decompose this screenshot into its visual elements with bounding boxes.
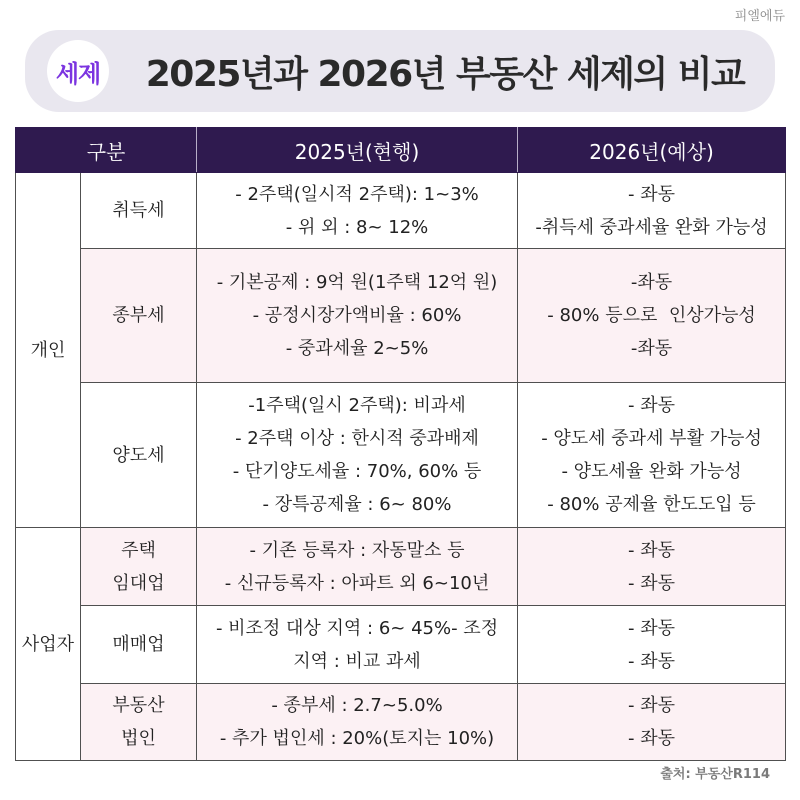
column-header-expected: 2026년(예상) [518, 128, 786, 173]
expected-cell [518, 684, 786, 761]
comparison-table [15, 127, 786, 761]
current-line: 지역 : 비교 과세 [293, 650, 421, 672]
row-label: 종부세 [112, 305, 165, 326]
current-line: - 장특공제율 : 6~ 80% [262, 494, 452, 515]
current-line: - 단기양도세율 : 70%, 60% 등 [232, 461, 482, 482]
row-label-cell [81, 606, 197, 684]
group-label-text: 사업자 [21, 633, 75, 655]
expected-line: - 80% 등으로 인상가능성 [547, 305, 756, 326]
expected-cell [518, 606, 786, 684]
expected-line: - 80% 공제율 한도도입 등 [547, 494, 756, 515]
row-label: 취득세 [112, 200, 165, 221]
row-label: 법인 [121, 728, 156, 749]
column-header-category: 구분 [16, 128, 197, 173]
expected-cell [518, 173, 786, 249]
expected-line: -좌동 [630, 272, 673, 293]
expected-line: - 좌동 [628, 395, 676, 416]
expected-cell [518, 383, 786, 528]
group-label-business [16, 528, 81, 761]
current-line: - 2주택 이상 : 한시적 중과배제 [235, 428, 479, 449]
row-label-cell [81, 173, 197, 249]
topic-badge-text: 세제 [55, 59, 101, 88]
table-row-acquisition-tax [16, 173, 786, 249]
row-label-cell [81, 383, 197, 528]
current-line: - 기존 등록자 : 자동말소 등 [249, 539, 465, 561]
current-cell [197, 173, 518, 249]
page-title: 2025년과 2026년 부동산 세제의 비교 [145, 53, 745, 95]
table-row-comprehensive-property-tax [16, 249, 786, 383]
row-label-cell [81, 249, 197, 383]
expected-line: - 양도세 중과세 부활 가능성 [541, 428, 762, 449]
table-row-trading-business [16, 606, 786, 684]
expected-line: - 양도세율 완화 가능성 [561, 461, 742, 482]
expected-line: - 좌동 [628, 617, 676, 639]
topic-badge [47, 40, 109, 102]
expected-line: - 좌동 [628, 650, 676, 672]
expected-line: -좌동 [630, 338, 673, 359]
row-label: 임대업 [112, 572, 165, 594]
current-line: - 비조정 대상 지역 : 6~ 45%- 조정 [215, 617, 499, 639]
current-line: - 신규등록자 : 아파트 외 6~10년 [224, 572, 490, 594]
current-line: - 공정시장가액비율 : 60% [252, 305, 462, 326]
source-credit: 출처: 부동산R114 [660, 767, 770, 782]
current-line: - 기본공제 : 9억 원(1주택 12억 원) [216, 272, 498, 293]
current-cell [197, 606, 518, 684]
expected-line: - 좌동 [628, 728, 676, 749]
row-label-cell [81, 528, 197, 606]
brand-label: 피엘에듀 [734, 9, 785, 24]
current-line: -1주택(일시 2주택): 비과세 [248, 395, 466, 416]
expected-line: - 좌동 [628, 183, 676, 205]
current-cell [197, 383, 518, 528]
current-line: - 종부세 : 2.7~5.0% [271, 695, 443, 716]
row-label: 부동산 [112, 695, 165, 716]
expected-cell [518, 249, 786, 383]
expected-line: - 좌동 [628, 695, 676, 716]
row-label: 양도세 [112, 444, 165, 466]
current-line: - 2주택(일시적 2주택): 1~3% [235, 183, 479, 205]
expected-cell [518, 528, 786, 606]
current-cell [197, 249, 518, 383]
group-label-text: 개인 [30, 339, 66, 361]
row-label: 주택 [121, 539, 156, 561]
expected-line: - 좌동 [628, 572, 676, 594]
table-row-real-estate-corporation [16, 684, 786, 761]
row-label: 매매업 [112, 634, 165, 655]
current-cell [197, 684, 518, 761]
table-row-housing-rental [16, 528, 786, 606]
current-line: - 위 외 : 8~ 12% [285, 216, 429, 238]
column-header-current: 2025년(현행) [197, 128, 518, 173]
table-header-row [16, 128, 786, 173]
expected-line: - 좌동 [628, 539, 676, 561]
group-label-individual [16, 173, 81, 528]
current-line: - 중과세율 2~5% [285, 338, 429, 359]
current-line: - 추가 법인세 : 20%(토지는 10%) [219, 728, 495, 749]
current-cell [197, 528, 518, 606]
table-row-capital-gains-tax [16, 383, 786, 528]
expected-line: -취득세 중과세율 완화 가능성 [535, 216, 768, 238]
row-label-cell [81, 684, 197, 761]
title-banner [25, 30, 775, 112]
